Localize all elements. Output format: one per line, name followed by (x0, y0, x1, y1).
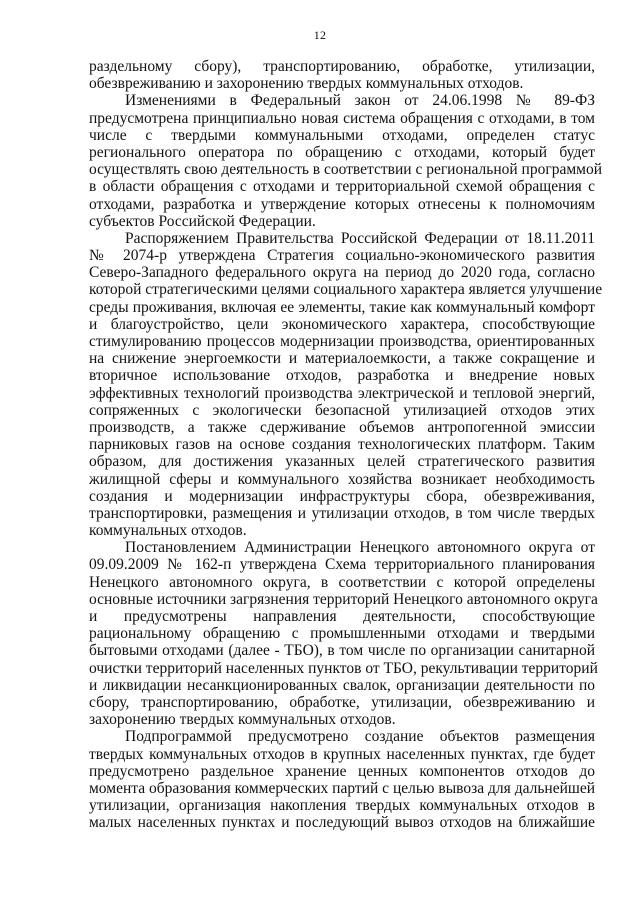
text-line: эффективных технологий производства электрической и тепловой энергий, (89, 384, 595, 402)
text-line: среды проживания, включая ее элементы, такие как коммунальный комфорт (89, 298, 595, 316)
text-line: бытовыми отходами (далее - ТБО), в том числе по организации санитарной (89, 642, 595, 660)
text-line: сбору, транспортированию, обработке, утилизации, обезвреживанию и (89, 693, 595, 711)
text-line: транспортировки, размещения и утилизации отходов, в том числе твердых (89, 504, 595, 522)
text-line: № 2074-р утверждена Стратегия социально-экономического развития (89, 247, 595, 265)
text-line: регионального оператора по обращению с отходами, который будет (89, 143, 595, 161)
text-line: очистки территорий населенных пунктов от ТБО, рекультивации территорий (89, 659, 598, 677)
text-line: захоронению твердых коммунальных отходов. (89, 711, 396, 729)
text-line: на снижение энергоемкости и материалоемкости, а также сокращение и (89, 350, 595, 368)
paragraph (89, 229, 603, 540)
text-line: субъектов Российской Федерации. (89, 212, 316, 230)
text-line: производств, а также сдерживание объемов антропогенной эмиссии (89, 418, 595, 436)
text-line: в области обращения с отходами и территориальной схемой обращения с (89, 178, 595, 196)
paragraph (89, 92, 602, 230)
text-line: стимулированию процессов модернизации производства, ориентированных (89, 333, 595, 350)
text-line: Изменениями в Федеральный закон от 24.06.1998 № 89-ФЗ (125, 92, 595, 110)
text-line: коммунальных отходов. (89, 522, 247, 540)
text-line: парниковых газов на основе создания технологических платформ. Таким (89, 436, 595, 454)
paragraph (89, 539, 598, 729)
text-line: момента образования коммерческих партий с целью вывоза для дальнейшей (89, 779, 595, 797)
text-line: Северо-Западного федерального округа на период до 2020 года, согласно (89, 264, 595, 282)
page-number: 12 (313, 28, 327, 42)
text-line: сопряженных с экологически безопасной утилизацией отходов этих (89, 401, 595, 419)
text-line: Распоряжением Правительства Российской Федерации от 18.11.2011 (125, 229, 595, 247)
text-line: Подпрограммой предусмотрено создание объектов размещения (125, 728, 595, 746)
text-line: образом, для достижения указанных целей стратегического развития (89, 453, 595, 471)
text-line: отходами, разработка и утверждение которых отнесены к полномочиям (89, 195, 595, 213)
text-line: предусмотрено раздельное хранение ценных компонентов отходов до (89, 762, 595, 780)
text-line: Постановлением Администрации Ненецкого автономного округа от (125, 539, 595, 557)
text-line: жилищной сферы и коммунального хозяйства возникает необходимость (89, 470, 595, 488)
paragraph (89, 58, 595, 92)
text-line: основные источники загрязнения территорий Ненецкого автономного округа (89, 590, 598, 608)
text-line: 09.09.2009 № 162-п утверждена Схема территориального планирования (89, 556, 595, 574)
paragraph (89, 728, 595, 831)
text-line: твердых коммунальных отходов в крупных населенных пунктах, где будет (89, 745, 595, 763)
text-line: и предусмотрены направления деятельности, способствующие (89, 608, 595, 625)
text-line: осуществлять свою деятельность в соответствии с региональной программой (89, 161, 602, 179)
text-line: которой стратегическими целями социального характера является улучшение (89, 281, 603, 299)
document-body (89, 58, 603, 832)
text-line: утилизации, организация накопления твердых коммунальных отходов в (89, 797, 595, 815)
text-line: вторичное использование отходов, разработка и внедрение новых (89, 367, 595, 385)
text-line: рациональному обращению с промышленными отходами и твердыми (89, 625, 595, 643)
text-line: создания и модернизации инфраструктуры сбора, обезвреживания, (89, 487, 595, 505)
text-line: малых населенных пунктах и последующий вывоз отходов на ближайшие (89, 814, 595, 832)
text-line: раздельному сбору), транспортированию, обработке, утилизации, (89, 58, 595, 75)
text-line: Ненецкого автономного округа, в соответствии с которой определены (89, 573, 595, 591)
text-line: числе с твердыми коммунальными отходами, определен статус (89, 126, 595, 144)
text-line: и ликвидации несанкционированных свалок, организации деятельности по (89, 676, 595, 694)
text-line: и благоустройство, цели экономического характера, способствующие (89, 315, 595, 333)
text-line: предусмотрена принципиально новая система обращения с отходами, в том (89, 109, 595, 127)
text-line: обезвреживанию и захоронению твердых коммунальных отходов. (89, 75, 524, 93)
